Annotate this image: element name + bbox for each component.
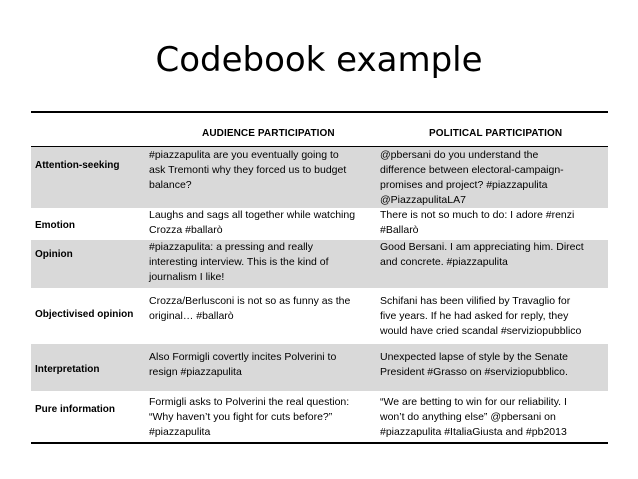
audience-cell: Also Formigli covertly incites Polverini to resign #piazzapulita (149, 351, 337, 378)
audience-cell: Formigli asks to Polverini the real question: “Why haven’t you fight for cuts before?” #piazzapulita (149, 396, 350, 438)
row-category: Objectivised opinion (35, 309, 134, 320)
audience-cell: #piazzapulita are you eventually going to ask Tremonti why they forced us to budget balance? (149, 149, 347, 191)
row-category: Pure information (35, 404, 116, 415)
table-top-rule (31, 111, 608, 113)
table-row (31, 208, 608, 240)
table-row (31, 147, 608, 208)
table-row (31, 288, 608, 344)
table-row (31, 240, 608, 288)
political-cell: Schifani has been vilified by Travaglio for five years. If he had asked for reply, they would have cried scandal #serviziopubblico (380, 295, 582, 337)
audience-cell: #piazzapulita: a pressing and really interesting interview. This is the kind of journalism I like! (149, 241, 329, 283)
header-audience-participation: AUDIENCE PARTICIPATION (202, 128, 335, 139)
political-cell: “We are betting to win for our reliability. I won’t do anything else” @pbersani on #piazzapulita #ItaliaGiusta and #pb2013 (380, 396, 567, 438)
row-category: Interpretation (35, 364, 100, 375)
header-political-participation: POLITICAL PARTICIPATION (429, 128, 563, 139)
table-row (31, 391, 608, 442)
audience-cell: Crozza/Berlusconi is not so as funny as the original… #ballarò (149, 295, 351, 322)
slide-title: Codebook example (155, 40, 483, 80)
political-cell: Unexpected lapse of style by the Senate President #Grasso on #serviziopubblico. (380, 351, 568, 378)
table-bottom-rule (31, 442, 608, 444)
table-row (31, 344, 608, 391)
row-category: Emotion (35, 220, 75, 231)
political-cell: Good Bersani. I am appreciating him. Direct and concrete. #piazzapulita (380, 241, 584, 268)
audience-cell: Laughs and sags all together while watching Crozza #ballarò (149, 209, 356, 236)
political-cell: @pbersani do you understand the difference between electoral-campaign- promises and project? #piazzapulita @PiazzapulitaLA7 (380, 149, 564, 206)
row-category: Opinion (35, 249, 73, 260)
row-category: Attention-seeking (35, 160, 120, 171)
political-cell: There is not so much to do: I adore #renzi #Ballarò (380, 209, 575, 236)
